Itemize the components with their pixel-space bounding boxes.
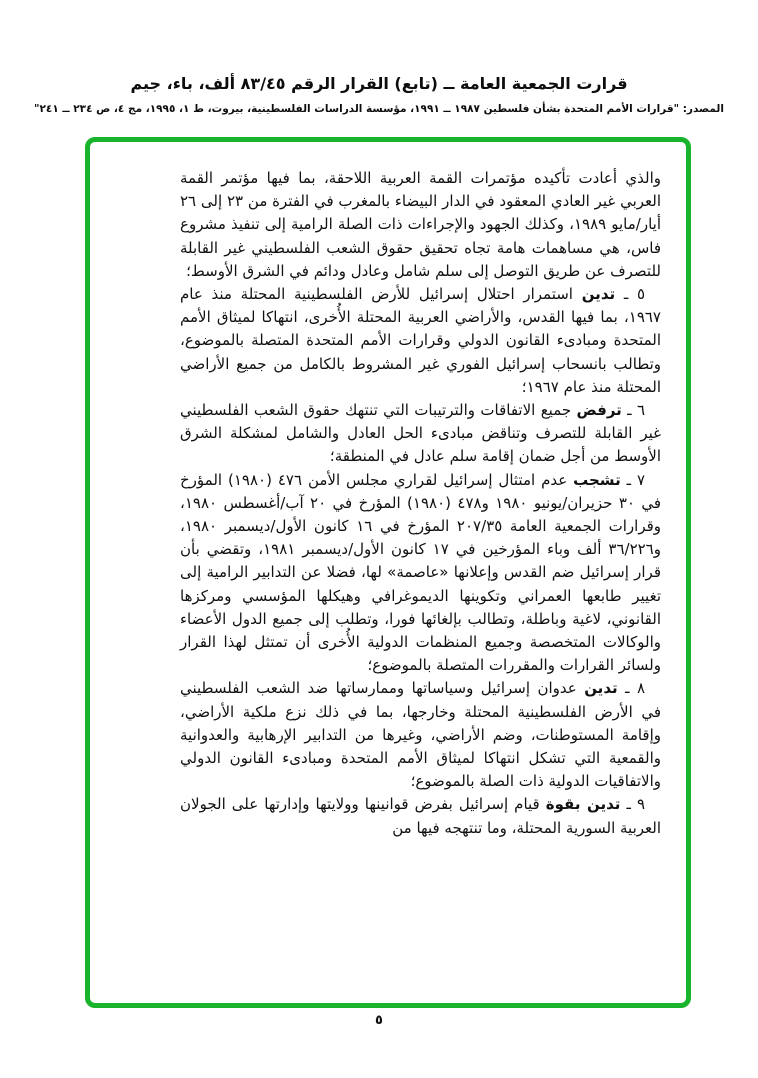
resolution-clause: ٨ ـ تدين عدوان إسرائيل وسياساتها وممارساتها ضد الشعب الفلسطيني في الأرض الفلسطينية المحتلة وخارجها، بما في ذلك نزع ملكية الأراضي، وإقامة المستوطنات، وضم الأراضي، وغيرها من التدابير الإرهابية والعدوانية والقمعية التي تشكل انتهاكا لميثاق الأمم المتحدة ومبادىء القانون الدولي والاتفاقيات الدولية ذات الصلة بالموضوع؛ — [180, 679, 661, 791]
clause-number: ٦ ـ — [621, 401, 645, 420]
resolution-clause: ٧ ـ تشجب عدم امتثال إسرائيل لقراري مجلس الأمن ٤٧٦ (١٩٨٠) المؤرخ في ٣٠ حزيران/يونيو ١٩٨٠ و٤٧٨ (١٩٨٠) المؤرخ في ٢٠ آب/أغسطس ١٩٨٠، وقرارات الجمعية العامة ٢٠٧/٣٥ المؤرخ في ١٦ كانون الأول/ديسمبر ١٩٨٠، و٣٦/٢٢٦ ألف وباء المؤرخين في ١٧ كانون الأول/ديسمبر ١٩٨١، وتقضي بأن قرار إسرائيل ضم القدس وإعلانها «عاصمة» لها، فضلا عن التدابير الرامية إلى تغيير طابعها العمراني وتكوينها الديموغرافي وهيكلها المؤسسي ومركزها القانوني، لاغية وباطلة، وتطالب بإلغائها فورا، وتطلب إلى جميع الدول الأعضاء والوكالات المتخصصة وجميع المنظمات الدولية الأُخرى أن تمتثل لهذا القرار ولسائر القرارات والمقررات المتصلة بالموضوع؛ — [180, 470, 662, 675]
resolution-clause: ٥ ـ تدين استمرار احتلال إسرائيل للأرض الفلسطينية المحتلة منذ عام ١٩٦٧، بما فيها القدس، والأراضي العربية المحتلة الأُخرى، انتهاكا لميثاق الأمم المتحدة ومبادىء القانون الدولي وقرارات الأمم المتحدة المتصلة بالموضوع، وتطالب بانسحاب إسرائيل الفوري غير المشروط بالكامل من جميع الأراضي المحتلة منذ عام ١٩٦٧؛ — [180, 285, 661, 396]
clause-number: ٥ ـ — [615, 285, 645, 304]
continuation-paragraph: والذي أعادت تأكيده مؤتمرات القمة العربية اللاحقة، بما فيها مؤتمر القمة العربي غير العادي المعقود في الدار البيضاء بالمغرب في الفترة من ٢٣ إلى ٢٦ أيار/مايو ١٩٨٩، وكذلك الجهود والإجراءات ذات الصلة الرامية إلى تنفيذ مشروع فاس، هي مساهمات هامة تجاه تحقيق حقوق الشعب الفلسطيني غير القابلة للتصرف عن طريق التوصل إلى سلم شامل وعادل ودائم في الشرق الأوسط؛ — [180, 169, 661, 280]
clause-verb: ترفض — [576, 401, 622, 420]
clause-number: ٧ ـ — [620, 470, 645, 489]
clause-number: ٨ ـ — [617, 679, 645, 698]
green-content-frame — [85, 137, 691, 1008]
source-citation-line: المصدر: "قرارات الأمم المتحدة بشأن فلسطين ١٩٨٧ ــ ١٩٩١، مؤسسة الدراسات الفلسطينية، بيروت، ط ١، ١٩٩٥، مج ٤، ص ٢٣٤ ــ ٢٤١" — [34, 103, 724, 115]
resolution-body-text — [180, 167, 661, 840]
resolution-clause: ٦ ـ ترفض جميع الاتفاقات والترتيبات التي تنتهك حقوق الشعب الفلسطيني غير القابلة للتصرف وتناقض مبادىء الحل العادل والشامل لمشكلة الشرق الأوسط من أجل ضمان إقامة سلم عادل في المنطقة؛ — [180, 401, 661, 466]
clause-number: ٩ ـ — [620, 795, 645, 814]
clause-verb: تدين — [581, 285, 616, 304]
resolution-clause: ٩ ـ تدين بقوة قيام إسرائيل بفرض قوانينها وولايتها وإدارتها على الجولان العربية السورية المحتلة، وما تنتهجه فيها من — [180, 795, 661, 837]
page-number: ٥ — [375, 1013, 383, 1028]
clause-verb: تدين — [584, 679, 618, 698]
clause-verb: تشجب — [573, 470, 621, 489]
page-title: قرارت الجمعية العامة ــ (تابع) القرار الرقم ٨٣/٤٥ ألف، باء، جيم — [130, 74, 628, 93]
clause-verb: تدين بقوة — [545, 795, 621, 814]
